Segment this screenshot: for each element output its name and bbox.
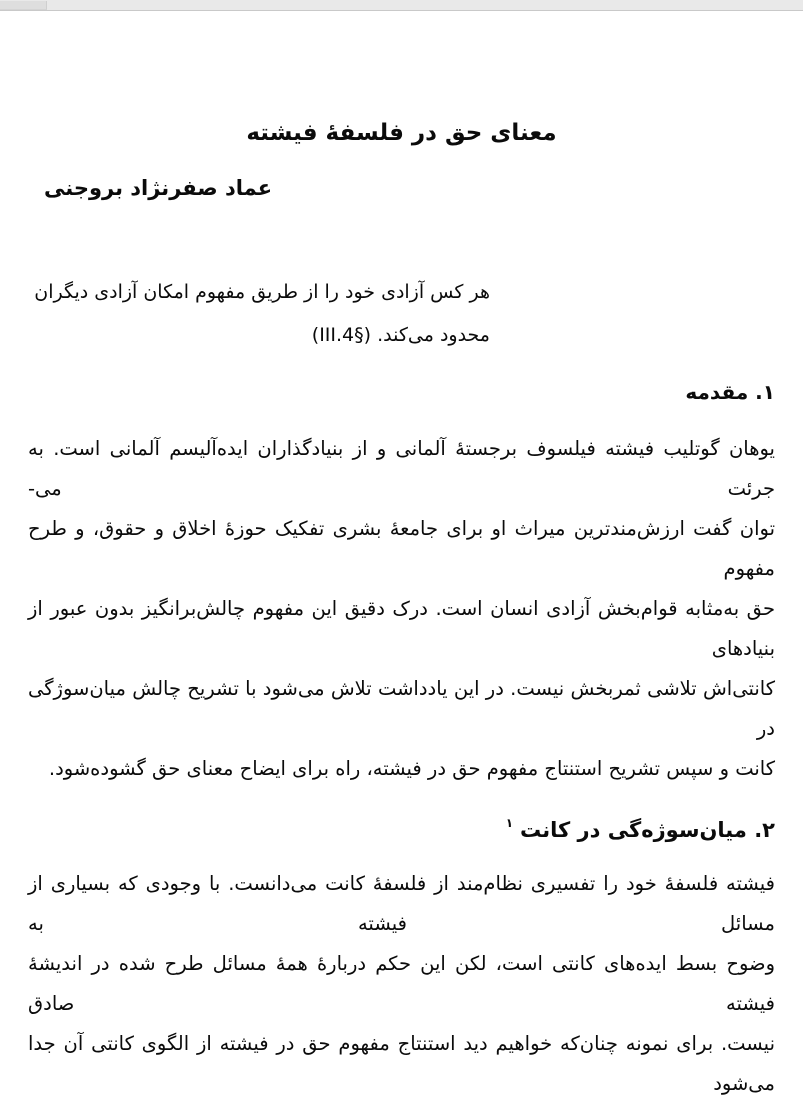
- section-heading-intersubjectivity: [28, 807, 775, 848]
- paragraph-line: یوهان گوتلیب فیشته فیلسوف برجستهٔ آلمانی و از بنیادگذاران ایده‌آلیسم آلمانی است. به جرئت می‌-: [28, 437, 775, 500]
- section-heading-introduction: [28, 375, 775, 409]
- paragraph-line: کانت و سپس تشریح استنتاج مفهوم حق در فیشته، راه برای ایضاح معنای حق گشوده‌شود.: [48, 757, 775, 780]
- epigraph-line: هر کس آزادی خود را از طریق مفهوم امکان آزادی دیگران: [34, 281, 490, 303]
- section-heading-2-text: ۲. میان‌سوژه‌گی در کانت: [520, 818, 775, 842]
- paragraph-line: فیشته فلسفهٔ خود را تفسیری نظام‌مند از فلسفهٔ کانت می‌دانست. با وجودی که بسیاری از مسائل فیشته به: [28, 872, 775, 935]
- epigraph-line: محدود می‌کند. (§4.III): [311, 324, 490, 346]
- paragraph-line: توان گفت ارزش‌مندترین میراث او برای جامعهٔ بشری تفکیک حوزهٔ اخلاق و حقوق، و طرح مفهوم: [28, 517, 775, 580]
- top-left-tab-fragment[interactable]: [0, 1, 47, 10]
- paragraph-line: نیست. برای نمونه چنان‌که خواهیم دید استنتاج مفهوم حق در فیشته از الگوی کانتی آن جدا می‌شود: [28, 1032, 775, 1095]
- paragraph-line: حق به‌مثابه قوام‌بخش آزادی انسان است. درک دقیق این مفهوم چالش‌برانگیز بدون عبور از بنیادهای: [28, 597, 775, 660]
- document-page: [0, 11, 803, 1104]
- paragraph-line: وضوح بسط ایده‌های کانتی است، لکن این حکم دربارهٔ همهٔ مسائل طرح شده در اندیشهٔ فیشته صادق: [28, 952, 775, 1015]
- paragraph-fichte-kant: [28, 864, 775, 1104]
- paragraph-introduction: [28, 429, 775, 789]
- epigraph-quote: [28, 271, 490, 357]
- top-chrome-strip: [0, 0, 803, 11]
- paragraph-line: کانتی‌اش تلاشی ثمربخش نیست. در این یادداشت تلاش می‌شود با تشریح چالش میان‌سوژگی در: [28, 677, 775, 740]
- footnote-ref-1[interactable]: ۱: [505, 816, 514, 830]
- section-heading-1-text: ۱. مقدمه: [685, 380, 775, 404]
- page-title: معنای حق در فلسفهٔ فیشته: [246, 120, 557, 146]
- author-name: عماد صفرنژاد بروجنی: [44, 176, 273, 200]
